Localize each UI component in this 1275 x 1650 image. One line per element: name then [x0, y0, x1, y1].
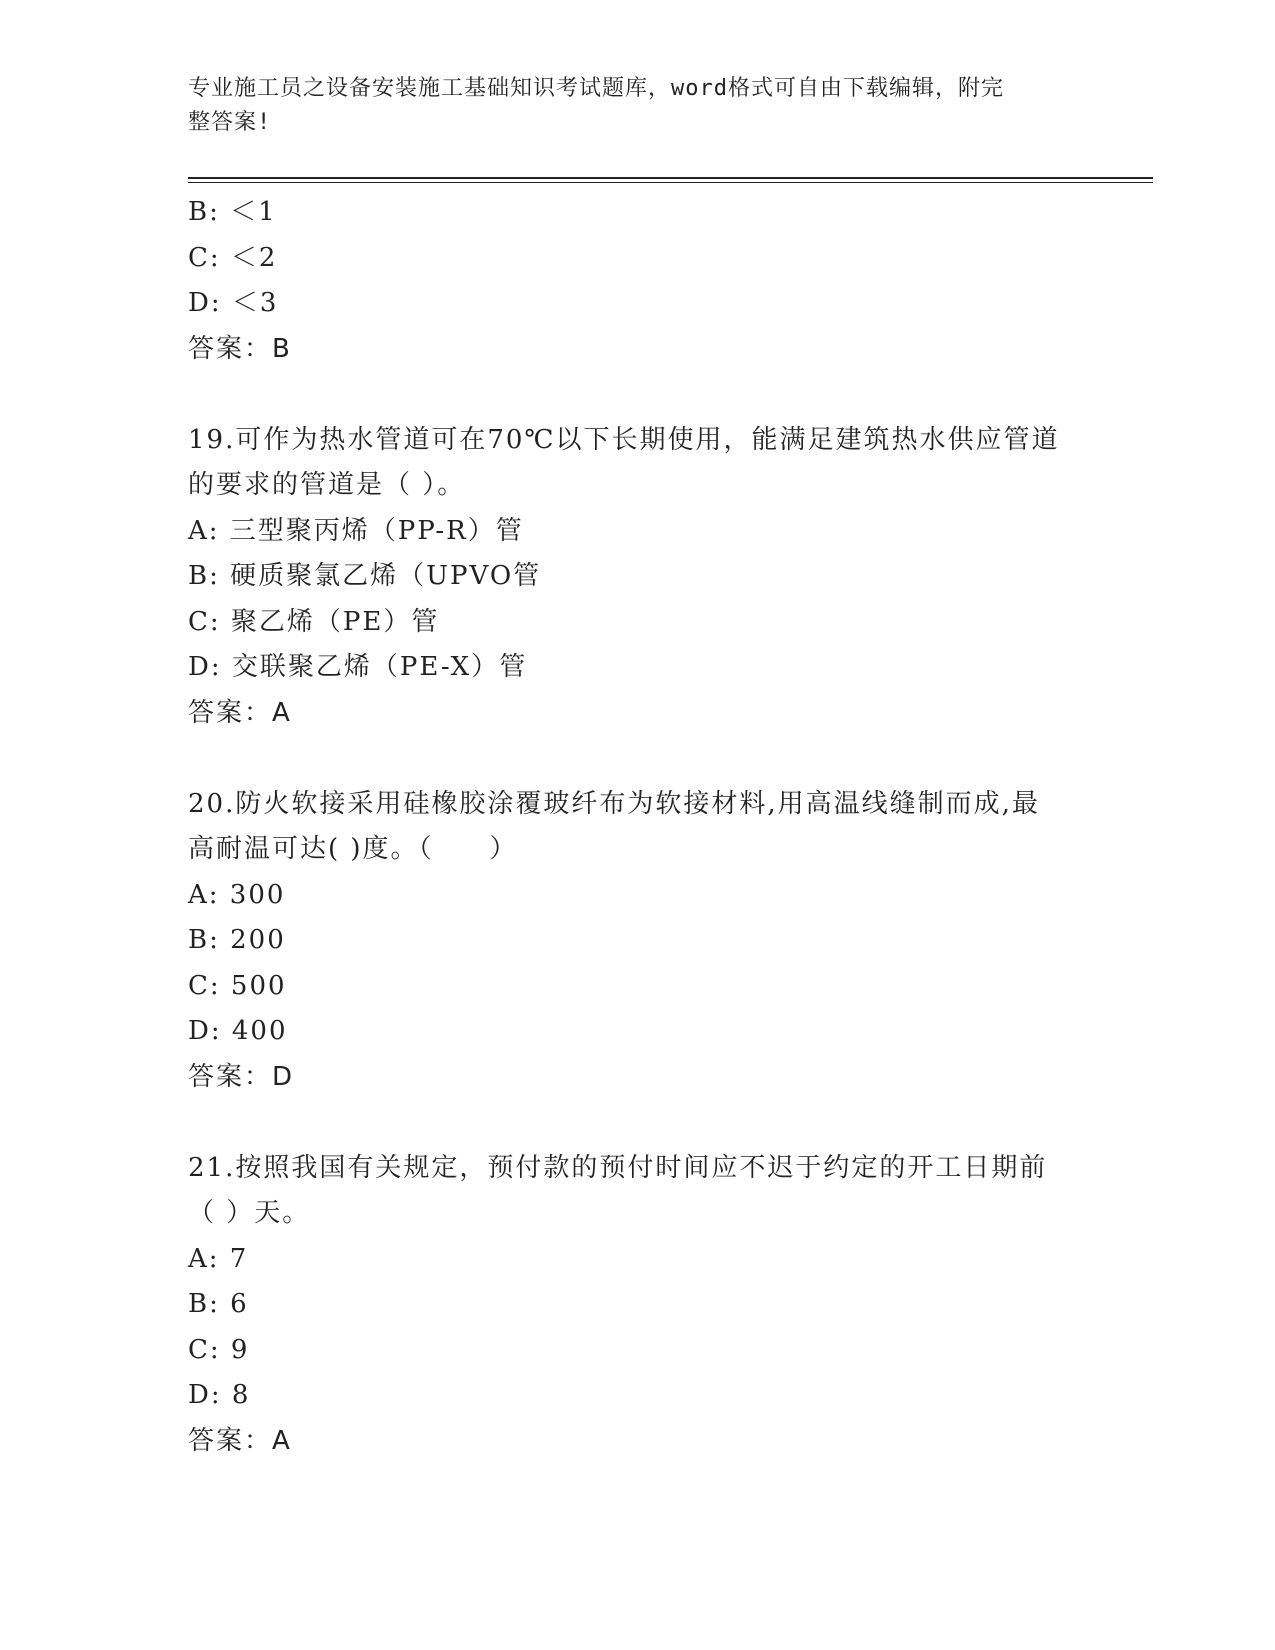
header-line-1: 专业施工员之设备安装施工基础知识考试题库，word格式可自由下载编辑，附完: [188, 76, 1004, 101]
answer: 答案：D: [188, 1061, 295, 1092]
option-d: D: 交联聚乙烯（PE-X）管: [188, 652, 528, 682]
spacer: [188, 736, 1088, 782]
header-line-2: 整答案!: [188, 110, 272, 135]
question-text-line-1: 19.可作为热水管道可在70℃以下长期使用，能满足建筑热水供应管道: [188, 424, 1060, 455]
question-21: [188, 1146, 1088, 1465]
option-a: A: 三型聚丙烯（PP-R）管: [188, 515, 524, 546]
answer: 答案：A: [188, 697, 292, 728]
option-c: C: 聚乙烯（PE）管: [188, 606, 440, 637]
option-a: A: 300: [188, 879, 286, 910]
question-18: [188, 190, 1088, 372]
answer: 答案：B: [188, 333, 292, 364]
question-text-line-2: 高耐温可达( )度。（ ）: [188, 834, 518, 864]
option-b: B: ＜1: [188, 197, 277, 227]
header-rule-thin: [188, 182, 1153, 183]
option-c: C: 9: [188, 1334, 250, 1365]
question-text-line-1: 21.按照我国有关规定，预付款的预付时间应不迟于约定的开工日期前: [188, 1152, 1048, 1183]
option-d: D: 400: [188, 1016, 288, 1046]
option-d: D: 8: [188, 1380, 251, 1410]
question-list: [188, 190, 1088, 1464]
header-rule-thick: [188, 177, 1153, 179]
spacer: [188, 372, 1088, 418]
option-d: D: ＜3: [188, 288, 279, 318]
spacer: [188, 1100, 1088, 1146]
answer: 答案：A: [188, 1425, 292, 1456]
option-b: B: 硬质聚氯乙烯（UPVO管: [188, 561, 542, 591]
question-text-line-2: 的要求的管道是（ ）。: [188, 470, 466, 500]
option-a: A: 7: [188, 1243, 249, 1274]
question-20: [188, 782, 1088, 1101]
option-c: C: 500: [188, 970, 287, 1001]
question-19: [188, 418, 1088, 737]
option-b: B: 6: [188, 1289, 249, 1319]
page-header: [188, 72, 1068, 140]
question-text-line-1: 20.防火软接采用硅橡胶涂覆玻纤布为软接材料,用高温线缝制而成,最: [188, 788, 1040, 819]
option-b: B: 200: [188, 925, 286, 955]
option-c: C: ＜2: [188, 242, 278, 273]
question-text-line-2: （ ）天。: [188, 1198, 311, 1228]
